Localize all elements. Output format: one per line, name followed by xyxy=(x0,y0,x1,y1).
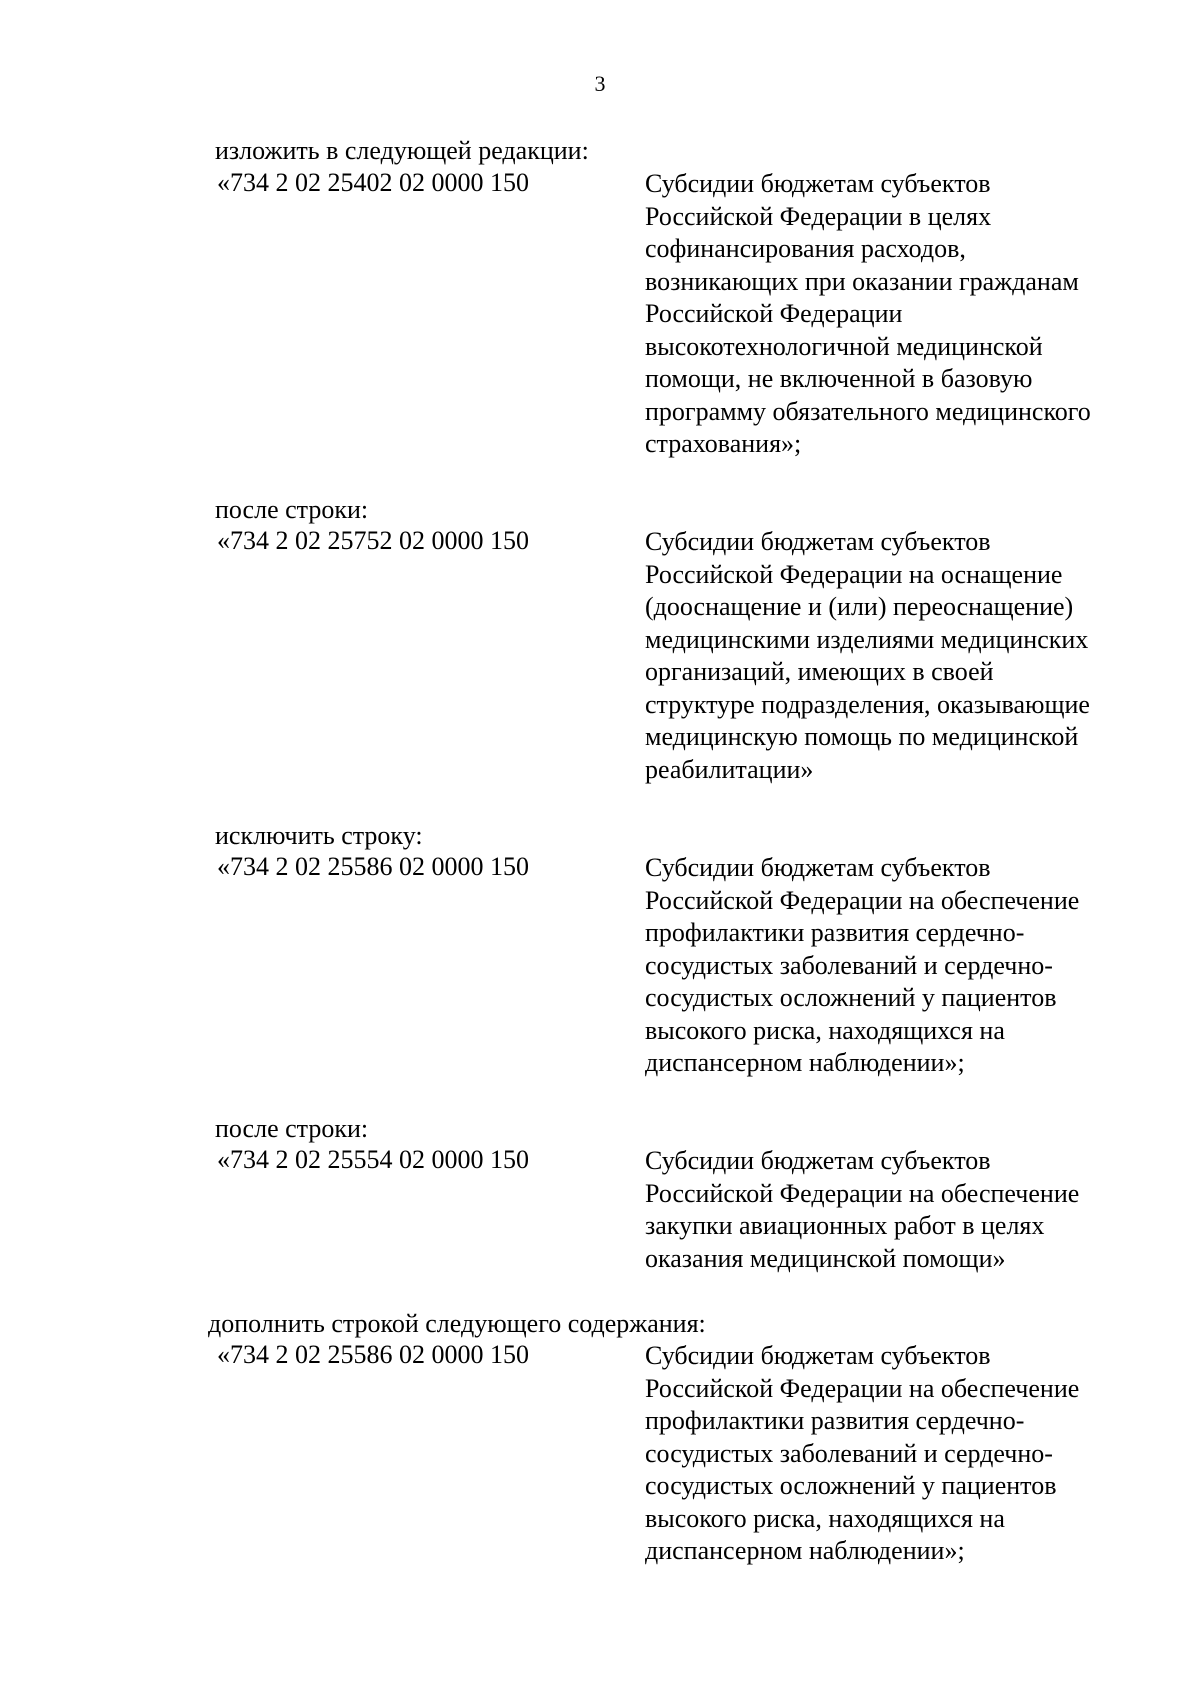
description-line: программу обязательного медицинского xyxy=(645,396,1091,426)
description-line: реабилитации» xyxy=(645,754,814,784)
amendment-instruction: после строки: xyxy=(215,495,369,524)
description-line: Субсидии бюджетам субъектов xyxy=(645,1146,991,1175)
code-description xyxy=(645,852,1165,1080)
budget-code: «734 2 02 25752 02 0000 150 xyxy=(217,526,529,555)
description-line: Субсидии бюджетам субъектов xyxy=(645,1341,991,1370)
description-line: Субсидии бюджетам субъектов xyxy=(645,527,991,556)
description-line: Российской Федерации в целях xyxy=(645,201,992,231)
description-line: организаций, имеющих в своей xyxy=(645,657,994,686)
amendment-instruction: после строки: xyxy=(215,1114,369,1143)
description-line: страхования»; xyxy=(645,429,802,458)
description-line: (дооснащение и (или) переоснащение) xyxy=(645,592,1074,621)
budget-code: «734 2 02 25402 02 0000 150 xyxy=(217,168,529,197)
amendment-instruction: изложить в следующей редакции: xyxy=(215,136,589,165)
amendment-instruction: дополнить строкой следующего содержания: xyxy=(208,1309,706,1338)
description-line: Субсидии бюджетам субъектов xyxy=(645,853,991,882)
description-line: Субсидии бюджетам субъектов xyxy=(645,169,991,198)
budget-code: «734 2 02 25586 02 0000 150 xyxy=(217,1340,529,1369)
code-description xyxy=(645,526,1165,786)
description-line: Российской Федерации xyxy=(645,299,903,328)
description-line: Российской Федерации на обеспечение xyxy=(645,1178,1080,1208)
code-description xyxy=(645,1340,1165,1568)
budget-code: «734 2 02 25554 02 0000 150 xyxy=(217,1145,529,1174)
description-line: высокого риска, находящихся на xyxy=(645,1503,1005,1533)
description-line: помощи, не включенной в базовую xyxy=(645,364,1033,393)
description-line: сосудистых заболеваний и сердечно- xyxy=(645,1438,1053,1468)
description-line: Российской Федерации на обеспечение xyxy=(645,1373,1080,1403)
amendment-instruction: исключить строку: xyxy=(215,821,423,850)
description-line: высокого риска, находящихся на xyxy=(645,1015,1005,1045)
description-line: диспансерном наблюдении»; xyxy=(645,1048,965,1077)
description-line: высокотехнологичной медицинской xyxy=(645,331,1043,361)
description-line: профилактики развития сердечно- xyxy=(645,918,1025,947)
description-line: диспансерном наблюдении»; xyxy=(645,1536,965,1565)
description-line: закупки авиационных работ в целях xyxy=(645,1211,1045,1240)
page-number: 3 xyxy=(594,71,606,96)
description-line: медицинскими изделиями медицинских xyxy=(645,624,1089,654)
description-line: сосудистых заболеваний и сердечно- xyxy=(645,950,1053,980)
budget-code: «734 2 02 25586 02 0000 150 xyxy=(217,852,529,881)
description-line: Российской Федерации на оснащение xyxy=(645,559,1063,589)
description-line: софинансирования расходов, xyxy=(645,234,966,263)
description-line: сосудистых осложнений у пациентов xyxy=(645,983,1057,1012)
description-line: сосудистых осложнений у пациентов xyxy=(645,1471,1057,1500)
description-line: медицинскую помощь по медицинской xyxy=(645,722,1079,751)
description-line: Российской Федерации на обеспечение xyxy=(645,885,1080,915)
code-description xyxy=(645,168,1165,461)
description-line: возникающих при оказании гражданам xyxy=(645,266,1079,296)
code-description xyxy=(645,1145,1165,1275)
description-line: оказания медицинской помощи» xyxy=(645,1243,1006,1273)
description-line: профилактики развития сердечно- xyxy=(645,1406,1025,1435)
description-line: структуре подразделения, оказывающие xyxy=(645,689,1090,719)
